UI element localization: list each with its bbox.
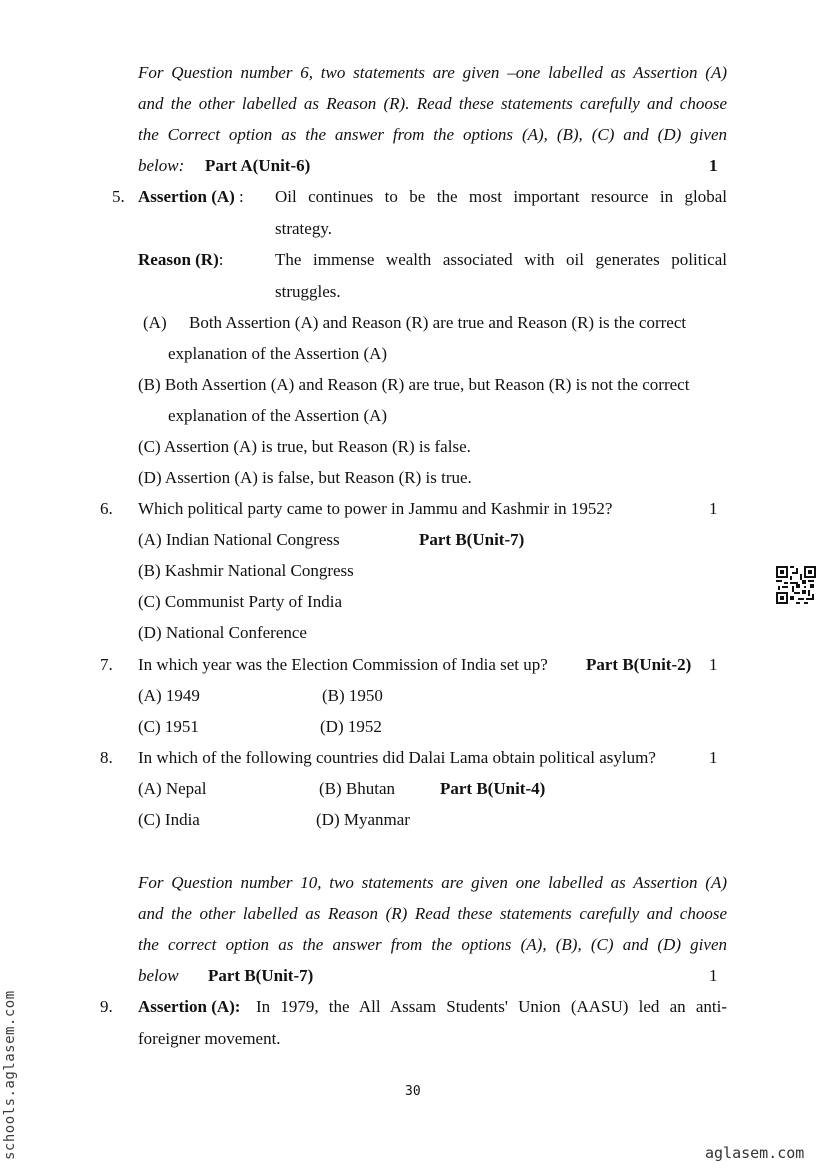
- option-b: (B) Kashmir National Congress: [138, 561, 354, 580]
- option-d: (D) National Conference: [138, 623, 307, 642]
- part-label: Part B(Unit-7): [208, 966, 314, 985]
- reason-text: struggles.: [275, 282, 341, 301]
- instruction-line: For Question number 10, two statements are given one labelled as Assertion (A): [138, 873, 727, 892]
- option-d: (D) Assertion (A) is false, but Reason (R) is true.: [138, 468, 472, 487]
- side-watermark: schools.aglasem.com: [2, 990, 18, 1160]
- instruction-line: and the other labelled as Reason (R) Read these statements carefully and choose: [138, 904, 727, 923]
- option-c: (C) 1951: [138, 717, 199, 736]
- part-label: Part A(Unit-6): [205, 156, 311, 175]
- instruction-line: the Correct option as the answer from the options (A), (B), (C) and (D) given: [138, 125, 727, 144]
- assertion-label: [138, 187, 244, 207]
- assertion-label-text: Assertion (A): [138, 187, 235, 206]
- option-c: (C) Assertion (A) is true, but Reason (R) is false.: [138, 437, 471, 456]
- option-d: (D) Myanmar: [316, 810, 410, 829]
- option-a: (A) 1949: [138, 686, 200, 705]
- option-letter: (A): [143, 313, 167, 332]
- option-b: (B) Both Assertion (A) and Reason (R) are true, but Reason (R) is not the correct: [138, 375, 690, 394]
- option-d: (D) 1952: [320, 717, 382, 736]
- reason-colon: :: [218, 250, 224, 269]
- question-number: 9.: [100, 997, 113, 1016]
- option-b: (B) 1950: [322, 686, 383, 705]
- instruction-line: below:: [138, 156, 185, 175]
- assertion-text: foreigner movement.: [138, 1029, 281, 1048]
- assertion-text: strategy.: [275, 219, 332, 238]
- option-b: (B) Bhutan: [319, 779, 396, 798]
- page-number: 30: [405, 1084, 421, 1099]
- marks: 1: [709, 655, 718, 674]
- option-c: (C) India: [138, 810, 200, 829]
- assertion-text: In 1979, the All Assam Students' Union (AASU) led an anti-: [256, 997, 727, 1016]
- part-label: Part B(Unit-4): [440, 779, 546, 798]
- assertion-colon: :: [234, 187, 244, 206]
- option-a: (A) Nepal: [138, 779, 207, 798]
- option-a: (A) Indian National Congress: [138, 530, 340, 549]
- question-number: 8.: [100, 748, 113, 767]
- part-label: Part B(Unit-7): [419, 530, 525, 549]
- option-c: (C) Communist Party of India: [138, 592, 342, 611]
- option-a: Both Assertion (A) and Reason (R) are true and Reason (R) is the correct: [189, 313, 687, 332]
- question-number: 5.: [112, 187, 125, 206]
- reason-label-text: Reason (R): [138, 250, 219, 269]
- marks: 1: [709, 966, 718, 985]
- marks: 1: [709, 156, 718, 175]
- instruction-line: the correct option as the answer from the options (A), (B), (C) and (D) given: [138, 935, 727, 954]
- marks: 1: [709, 499, 718, 518]
- question-number: 7.: [100, 655, 113, 674]
- question-text: In which year was the Election Commission of India set up?: [138, 655, 548, 674]
- marks: 1: [709, 748, 718, 767]
- reason-label: [138, 250, 223, 270]
- question-number: 6.: [100, 499, 113, 518]
- instruction-line: below: [138, 966, 179, 985]
- assertion-text: Oil continues to be the most important resource in global: [275, 187, 727, 206]
- option-a: explanation of the Assertion (A): [168, 344, 388, 363]
- reason-text: The immense wealth associated with oil generates political: [275, 250, 727, 269]
- instruction-line: and the other labelled as Reason (R). Read these statements carefully and choose: [138, 94, 727, 113]
- option-b: explanation of the Assertion (A): [168, 406, 388, 425]
- assertion-label: Assertion (A):: [138, 997, 241, 1016]
- question-text: In which of the following countries did Dalai Lama obtain political asylum?: [138, 748, 656, 767]
- qr-code-icon: [776, 566, 816, 604]
- site-watermark: aglasem.com: [705, 1144, 805, 1162]
- part-label: Part B(Unit-2): [586, 655, 692, 674]
- instruction-line: For Question number 6, two statements are given –one labelled as Assertion (A): [138, 63, 727, 82]
- question-text: Which political party came to power in Jammu and Kashmir in 1952?: [138, 499, 613, 518]
